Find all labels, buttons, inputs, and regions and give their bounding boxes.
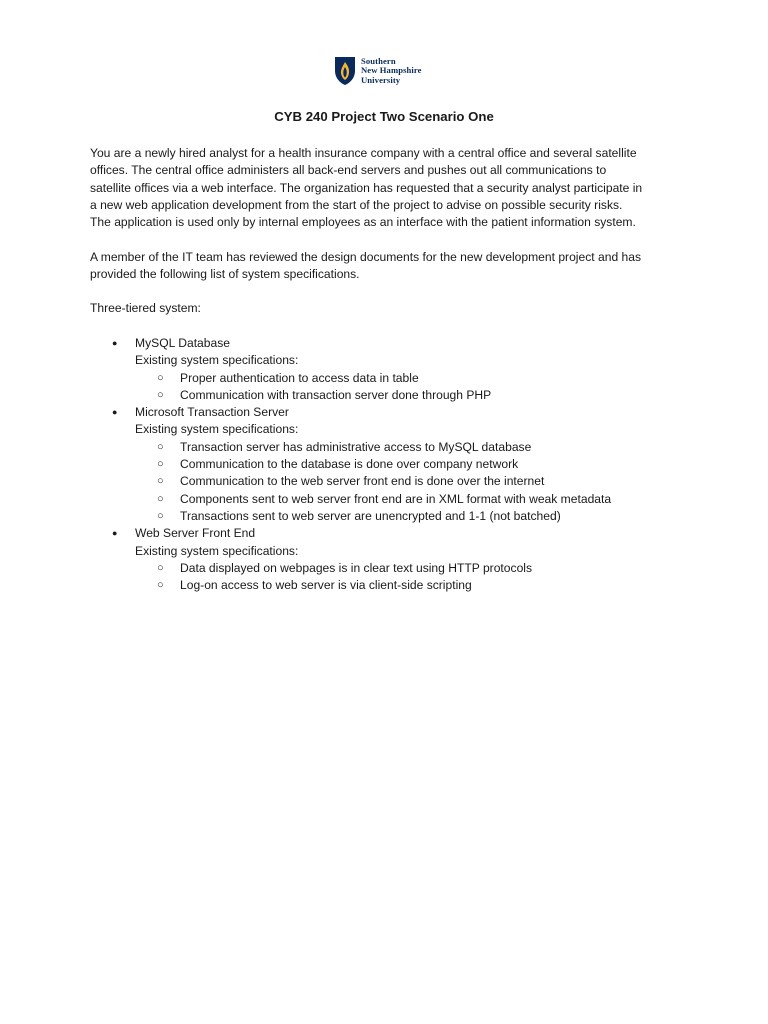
paragraph-line: You are a newly hired analyst for a health insurance company with a central office and several satellite [90,146,637,160]
tier-subheading: Existing system specifications: [135,543,299,558]
spec-item [90,370,710,387]
hollow-bullet-icon: ○ [157,561,164,574]
logo-line: Southern [361,55,396,66]
hollow-bullet-icon: ○ [157,509,164,522]
tier-list [90,335,710,594]
logo-line: University [361,74,401,85]
spec-text: Components sent to web server front end are in XML format with weak metadata [180,491,612,506]
tier-subheading: Existing system specifications: [135,422,299,437]
paragraph-line: satellite offices via a web interface. The organization has requested that a security analyst participate in [90,180,643,195]
spec-item [90,508,710,525]
filled-bullet-icon: ● [112,338,118,348]
it-team-paragraph [90,249,690,284]
spec-text: Communication with transaction server done through PHP [180,387,492,402]
spec-item [90,473,710,490]
spec-text: Transaction server has administrative access to MySQL database [180,439,532,454]
hollow-bullet-icon: ○ [157,475,164,488]
tier-name: Microsoft Transaction Server [135,405,289,420]
spec-text: Data displayed on webpages is in clear text using HTTP protocols [180,560,533,575]
hollow-bullet-icon: ○ [157,492,164,505]
document-title: CYB 240 Project Two Scenario One [274,109,494,124]
spec-text: Log-on access to web server is via client-side scripting [180,578,472,593]
tier-name: MySQL Database [135,336,231,350]
university-wordmark [361,57,422,85]
logo-line: New Hampshire [361,65,422,76]
hollow-bullet-icon: ○ [157,579,164,592]
spec-text: Transactions sent to web server are unencrypted and 1-1 (not batched) [180,508,561,523]
filled-bullet-icon: ● [112,528,118,539]
system-heading [90,300,690,317]
tier-item [90,525,710,542]
tier-subheading: Existing system specifications: [135,353,299,368]
paragraph-line: A member of the IT team has reviewed the design documents for the new development project and has [90,250,642,264]
paragraph-line: offices. The central office administers all back-end servers and pushes out all communications to [90,163,607,178]
hollow-bullet-icon: ○ [157,440,164,453]
spec-text: Communication to the database is done over company network [180,457,519,472]
spec-item [90,491,710,508]
tier-item [90,404,710,421]
spec-text: Communication to the web server front end is done over the internet [180,474,545,489]
spec-item [90,560,710,577]
spec-item [90,577,710,594]
paragraph-line: provided the following list of system specifications. [90,267,360,282]
hollow-bullet-icon: ○ [157,388,164,401]
intro-paragraph [90,145,690,231]
spec-item [90,387,710,404]
university-logo [334,56,422,86]
hollow-bullet-icon: ○ [157,458,164,471]
filled-bullet-icon: ● [112,407,118,418]
paragraph-line: a new web application development from the start of the project to advise on possible security risks. [90,197,623,212]
spec-item [90,439,710,456]
paragraph-line: The application is used only by internal employees as an interface with the patient information system. [90,215,636,230]
spec-item [90,456,710,473]
tier-name: Web Server Front End [135,526,256,541]
hollow-bullet-icon: ○ [157,371,164,384]
paragraph-line: Three-tiered system: [90,301,201,315]
shield-flame-icon [334,56,356,86]
tier-item [90,335,710,352]
spec-text: Proper authentication to access data in table [180,370,419,385]
